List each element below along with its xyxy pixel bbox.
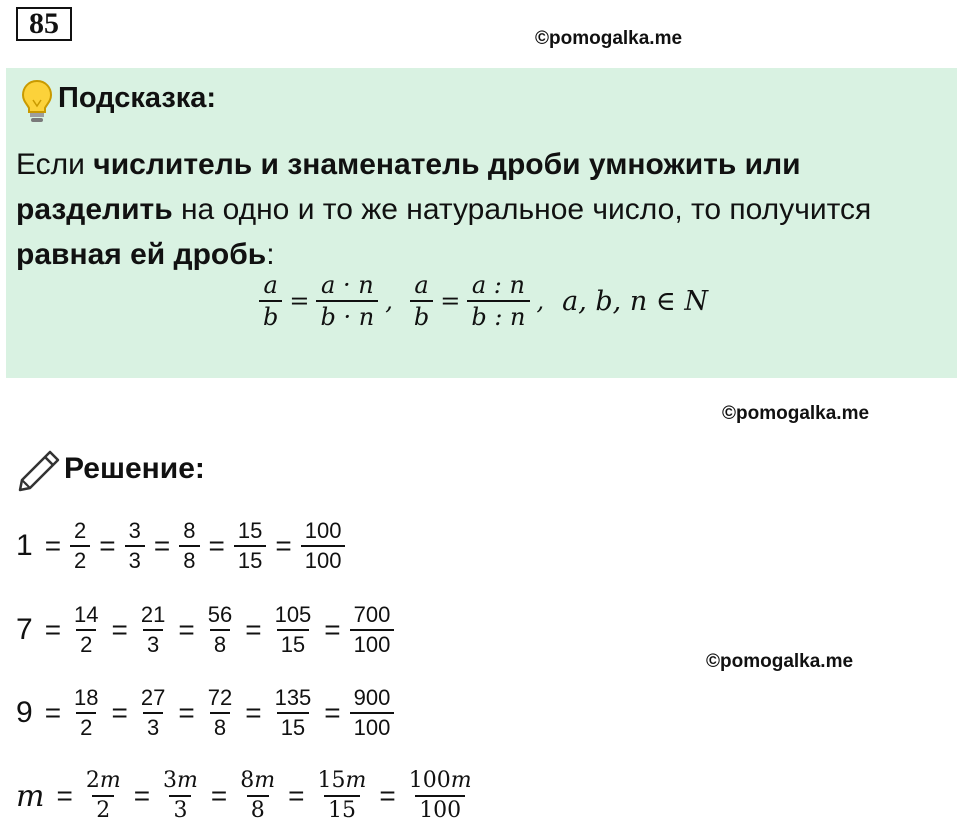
numerator: 72 xyxy=(207,685,233,710)
solution-row xyxy=(16,684,397,742)
numerator: 15 xyxy=(237,518,263,543)
fraction xyxy=(405,767,476,825)
equals-sign: = xyxy=(44,614,62,645)
watermark: ©pomogalka.me xyxy=(535,28,683,49)
equals-sign: = xyxy=(111,614,128,645)
fraction xyxy=(70,601,102,659)
equals-sign: = xyxy=(56,780,73,811)
hint-text-part: : xyxy=(266,238,275,271)
denominator: 2 xyxy=(76,712,96,742)
equals-sign: = xyxy=(44,530,62,561)
fraction xyxy=(70,684,102,742)
numerator: 18 xyxy=(74,685,99,710)
fraction xyxy=(350,601,395,659)
equals-sign: = xyxy=(178,697,195,728)
equals-sign: = xyxy=(44,697,62,728)
domain-condition: a, b, n ∈ N xyxy=(562,285,709,317)
equals-sign: = xyxy=(133,780,151,811)
numerator: 100m xyxy=(408,768,472,793)
hint-text-part: Если xyxy=(16,148,94,181)
denominator: 2 xyxy=(70,545,90,575)
solution-title: Решение: xyxy=(64,452,205,485)
equals-sign: = xyxy=(288,780,305,811)
numerator: 14 xyxy=(74,602,99,627)
fraction xyxy=(301,517,346,575)
hint-title: Подсказка: xyxy=(58,82,217,114)
numerator: 3m xyxy=(163,768,198,793)
denominator: 3 xyxy=(143,712,163,742)
row-lead-value: m xyxy=(16,778,45,814)
equals-sign: = xyxy=(440,287,461,315)
fraction xyxy=(159,767,202,825)
fraction xyxy=(179,517,199,575)
denominator: 100 xyxy=(415,795,465,825)
hint-box xyxy=(6,68,957,378)
denominator: 15 xyxy=(234,545,266,575)
equals-sign: = xyxy=(289,287,310,315)
numerator: 135 xyxy=(274,685,312,710)
equals-sign: = xyxy=(111,697,128,728)
hint-formula xyxy=(256,266,708,336)
fraction xyxy=(70,517,90,575)
equals-sign: = xyxy=(245,614,262,645)
comma: , xyxy=(385,287,393,315)
fraction: $\frac{a}{b}$ xyxy=(410,270,433,332)
task-number: 85 xyxy=(16,7,72,41)
fraction: $\frac{a}{b}$ xyxy=(259,270,282,332)
row-lead-value: 1 xyxy=(16,529,33,562)
denominator: 15 xyxy=(324,795,360,825)
numerator: 8 xyxy=(183,518,196,543)
fraction xyxy=(271,684,316,742)
denominator: 15 xyxy=(277,712,309,742)
row-lead-value: 9 xyxy=(16,696,33,729)
equals-sign: = xyxy=(245,697,262,728)
equals-sign: = xyxy=(153,530,171,561)
equals-sign: = xyxy=(210,780,228,811)
fraction xyxy=(234,517,266,575)
numerator: 900 xyxy=(353,685,391,710)
hint-bold-part: числитель и знаменатель дроби умножить или разделить xyxy=(16,148,801,226)
solution-row xyxy=(16,517,348,575)
comma: , xyxy=(536,287,545,315)
numerator: 105 xyxy=(274,602,312,627)
denominator: 100 xyxy=(350,712,395,742)
denominator: 15 xyxy=(277,629,309,659)
numerator: 3 xyxy=(128,518,141,543)
equals-sign: = xyxy=(324,614,341,645)
watermark: ©pomogalka.me xyxy=(722,403,870,424)
denominator: 3 xyxy=(169,795,191,825)
numerator: 21 xyxy=(140,602,166,627)
fraction xyxy=(125,517,145,575)
equals-sign: = xyxy=(99,530,116,561)
numerator: 8m xyxy=(240,768,276,793)
pencil-icon xyxy=(16,448,62,494)
numerator: 700 xyxy=(353,602,391,627)
numerator: 56 xyxy=(207,602,233,627)
denominator: 3 xyxy=(143,629,163,659)
numerator: 27 xyxy=(140,685,166,710)
equals-sign: = xyxy=(178,614,195,645)
fraction xyxy=(204,684,236,742)
hint-text-part: на одно и то же натуральное число, то получится xyxy=(172,193,872,226)
denominator: 2 xyxy=(76,629,96,659)
numerator: 15m xyxy=(317,768,367,793)
row-lead-value: 7 xyxy=(16,613,33,646)
fraction xyxy=(82,767,125,825)
numerator: 100 xyxy=(304,518,342,543)
fraction xyxy=(204,601,236,659)
denominator: 100 xyxy=(350,629,395,659)
hint-text xyxy=(16,142,951,277)
fraction xyxy=(137,601,169,659)
fraction xyxy=(236,767,279,825)
fraction: $\frac{a \cdot n}{b \cdot n}$ xyxy=(316,270,378,332)
solution-row xyxy=(16,601,397,659)
fraction xyxy=(137,684,169,742)
denominator: 8 xyxy=(179,545,199,575)
numerator: 2 xyxy=(74,518,87,543)
denominator: 8 xyxy=(247,795,269,825)
lightbulb-icon xyxy=(20,78,54,124)
numerator: 2m xyxy=(85,768,121,793)
equals-sign: = xyxy=(275,530,292,561)
watermark: ©pomogalka.me xyxy=(706,651,854,672)
hint-bold-part: равная ей дробь xyxy=(16,238,267,271)
equals-sign: = xyxy=(379,780,396,811)
equals-sign: = xyxy=(324,697,341,728)
denominator: 2 xyxy=(92,795,114,825)
equals-sign: = xyxy=(208,530,225,561)
solution-row xyxy=(16,767,479,825)
denominator: 100 xyxy=(301,545,346,575)
denominator: 8 xyxy=(210,712,230,742)
fraction xyxy=(271,601,316,659)
fraction: $\frac{a : n}{b : n}$ xyxy=(467,270,529,332)
denominator: 8 xyxy=(210,629,230,659)
denominator: 3 xyxy=(125,545,145,575)
fraction xyxy=(314,767,371,825)
fraction xyxy=(350,684,395,742)
